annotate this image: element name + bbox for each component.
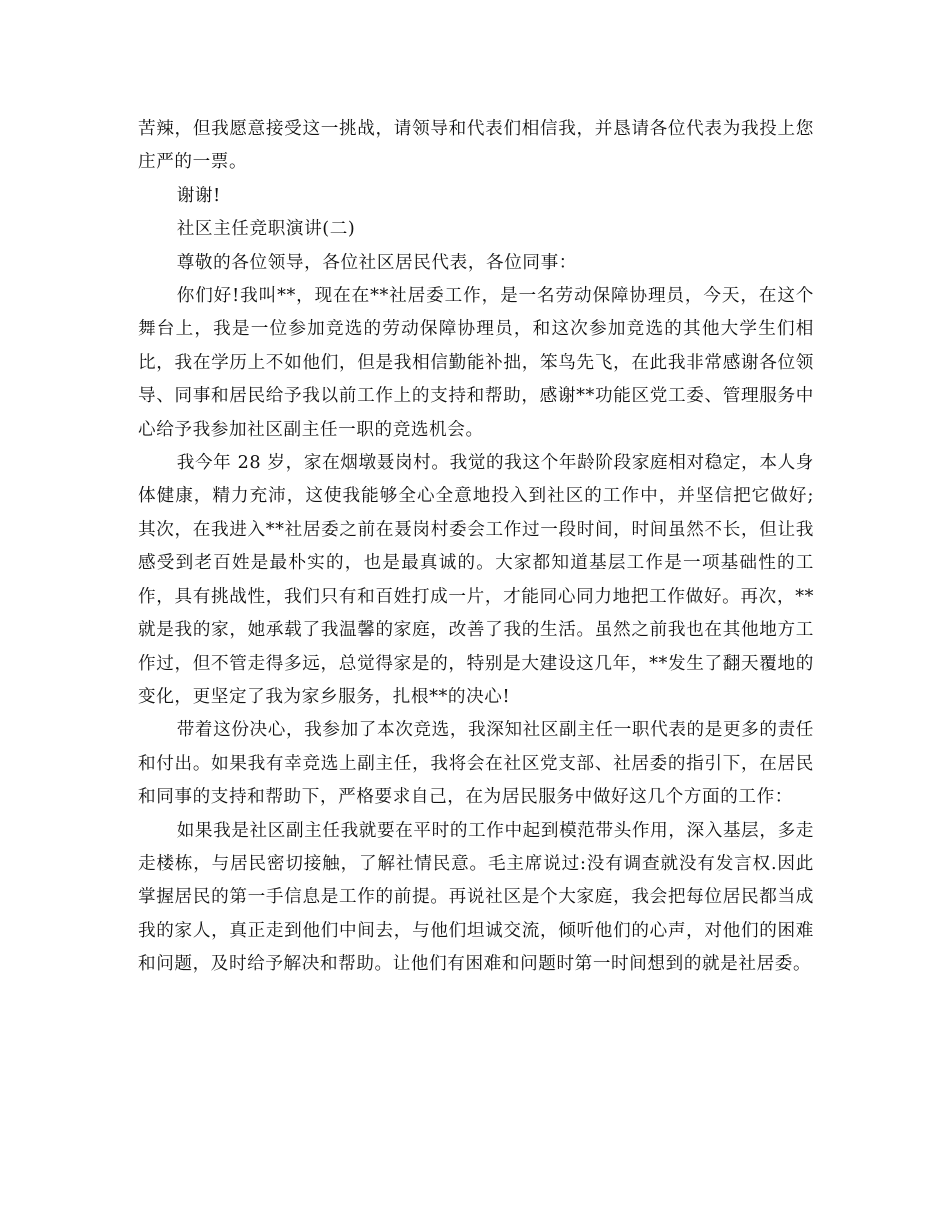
document-body (138, 113, 814, 982)
paragraph: 如果我是社区副主任我就要在平时的工作中起到模范带头作用，深入基层，多走走楼栋，与居民密切接触，了解社情民意。毛主席说过:没有调查就没有发言权.因此掌握居民的第一手信息是工作的前提。再说社区是个大家庭，我会把每位居民都当成我的家人，真正走到他们中间去，与他们坦诚交流，倾听他们的心声，对他们的困难和问题，及时给予解决和帮助。让他们有困难和问题时第一时间想到的就是社居委。 (138, 820, 814, 975)
section-title: 社区主任竞职演讲(二) (176, 219, 356, 240)
paragraph: 你们好!我叫**，现在在**社居委工作，是一名劳动保障协理员，今天，在这个舞台上，我是一位参加竞选的劳动保障协理员，和这次参加竞选的其他大学生们相比，我在学历上不如他们，但是我相信勤能补拙，笨鸟先飞，在此我非常感谢各位领导、同事和居民给予我以前工作上的支持和帮助，感谢**功能区党工委、管理服务中心给予我参加社区副主任一职的竞选机会。 (138, 286, 814, 440)
salutation: 尊敬的各位领导，各位社区居民代表，各位同事： (176, 252, 577, 273)
paragraph: 我今年 28 岁，家在烟墩聂岗村。我觉的我这个年龄阶段家庭相对稳定，本人身体健康，精力充沛，这使我能够全心全意地投入到社区的工作中，并坚信把它做好;其次，在我进入**社居委之前在聂岗村委会工作过一段时间，时间虽然不长，但让我感受到老百姓是最朴实的，也是最真诚的。大家都知道基层工作是一项基础性的工作，具有挑战性，我们只有和百姓打成一片，才能同心同力地把工作做好。再次，**就是我的家，她承载了我温馨的家庭，改善了我的生活。虽然之前我也在其他地方工作过，但不管走得多远，总觉得家是的，特别是大建设这几年，**发生了翻天覆地的变化，更坚定了我为家乡服务，扎根**的决心! (138, 453, 814, 707)
paragraph: 苦辣，但我愿意接受这一挑战，请领导和代表们相信我，并恳请各位代表为我投上您庄严的一票。 (138, 119, 814, 173)
paragraph-thanks: 谢谢! (176, 185, 221, 206)
paragraph: 带着这份决心，我参加了本次竞选，我深知社区副主任一职代表的是更多的责任和付出。如果我有幸竞选上副主任，我将会在社区党支部、社居委的指引下，在居民和同事的支持和帮助下，严格要求自己，在为居民服务中做好这几个方面的工作： (138, 720, 814, 808)
